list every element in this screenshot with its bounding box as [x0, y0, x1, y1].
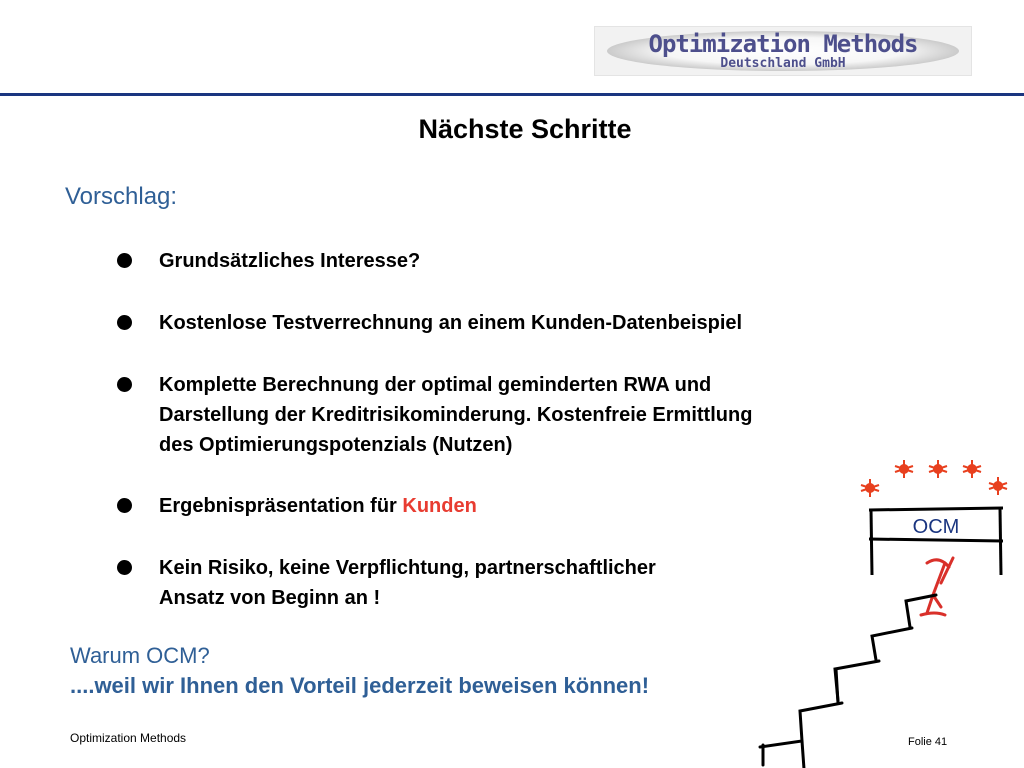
bullet-item: [159, 246, 420, 276]
company-logo: [594, 26, 972, 76]
bullet-item: [159, 308, 742, 338]
star-icons: [861, 460, 1007, 497]
bullet-dot-icon: [117, 253, 132, 268]
staircase-illustration: [755, 455, 1020, 768]
footer-slide-number: Folie 41: [908, 736, 948, 748]
star-icon: [963, 460, 981, 478]
bullet-dot-icon: [117, 377, 132, 392]
person-figure: [921, 558, 953, 615]
bullet-line: Kostenlose Testverrechnung an einem Kunden-Datenbeispiel: [159, 312, 743, 334]
bullet-item: [159, 553, 656, 613]
bullet-line: Grundsätzliches Interesse?: [159, 250, 421, 272]
bullet-dot-icon: [117, 498, 132, 513]
slide-title: Nächste Schritte: [418, 114, 632, 144]
header-rule: [0, 93, 1024, 96]
question-text: Warum OCM?: [70, 643, 210, 668]
bullet-line: Kein Risiko, keine Verpflichtung, partnerschaftlicher: [159, 557, 656, 579]
bullet-line: des Optimierungspotenzials (Nutzen): [159, 434, 513, 456]
star-icon: [929, 460, 947, 478]
logo-main-text: Optimization Methods: [648, 30, 918, 58]
logo-text: [649, 32, 918, 70]
answer-text: ....weil wir Ihnen den Vorteil jederzeit beweisen können!: [70, 673, 650, 698]
section-label: Vorschlag:: [65, 183, 178, 210]
ocm-sign-text: OCM: [912, 516, 960, 538]
bullet-item: [159, 370, 752, 460]
bullet-dot-icon: [117, 315, 132, 330]
bullet-line: Darstellung der Kreditrisikominderung. Kostenfreie Ermittlung: [159, 404, 753, 426]
bullet-text: Ergebnispräsentation für: [159, 495, 403, 517]
bullet-line: Ansatz von Beginn an !: [159, 587, 381, 609]
bullet-line: [159, 491, 477, 521]
footer-company: Optimization Methods: [70, 731, 187, 745]
bullet-item: [159, 491, 477, 521]
star-icon: [989, 477, 1007, 495]
star-icon: [861, 479, 879, 497]
highlight-kunden: Kunden: [402, 495, 477, 517]
logo-sub-text: Deutschland GmbH: [720, 56, 846, 71]
bullet-line: Komplette Berechnung der optimal geminderten RWA und: [159, 374, 712, 396]
bullet-dot-icon: [117, 560, 132, 575]
star-icon: [895, 460, 913, 478]
